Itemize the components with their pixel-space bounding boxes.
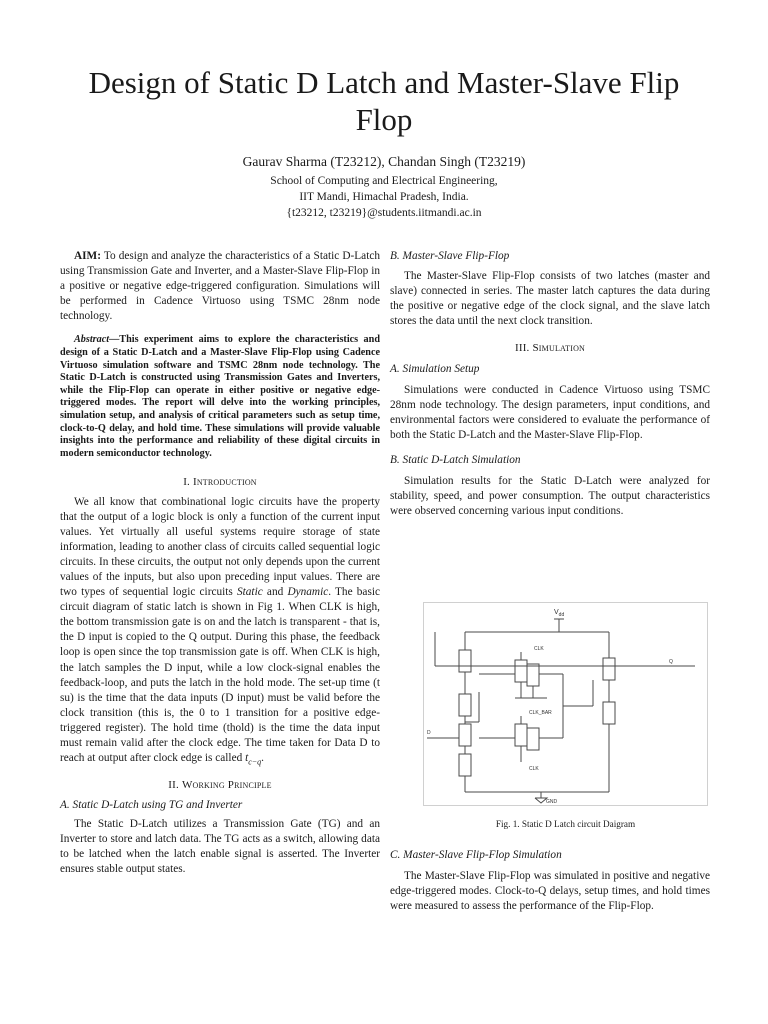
section-heading-simulation xyxy=(390,341,710,356)
tcq-symbol xyxy=(245,752,262,767)
intro-end: . xyxy=(261,752,264,765)
section-heading-working-principle xyxy=(60,778,380,793)
dlatch-simulation-paragraph: Simulation results for the Static D-Latch were analyzed for stability, speed, and power consumption. The output characteristics were observed concerning various input conditions. xyxy=(390,475,710,518)
title-line-1: Design of Static D Latch and Master-Slave Flip xyxy=(88,65,680,100)
simulation-setup-heading: A. Simulation Setup xyxy=(390,362,480,375)
intro-text-b: . The basic circuit diagram of static latch is shown in Fig 1. When CLK is high, the bottom transmission gate is on and the latch is transparent - that is, the D input is copied to the Q output. During this phase, the feedback loop is open since the top transmission gate is off. When CLK is high, the latch samples the D input, while a low clock-signal enables the feedback-loop, and puts the latch in the hold mode. The set-up time (t su) is the time that the data inputs (D input) must be valid before the clock transition (this is, the 0 to 1 transition for a positive edge-triggered register). The hold time (thold) is the time the data input must remain valid after the clock edge. The time taken for Data D to reach at output after clock edge is called xyxy=(60,586,380,765)
intro-static: Static xyxy=(237,586,263,599)
vdd-label-base: V xyxy=(554,609,559,616)
subsection-b-paragraph: The Master-Slave Flip-Flop consists of two latches (master and slave) connected in series. The master latch captures the data during the positive or negative edge of the clock signal, and the slave latch stores the data until the next clock transition. xyxy=(390,270,710,328)
clk-bottom-label: CLK xyxy=(529,766,539,772)
intro-and: and xyxy=(262,586,288,599)
paper-title xyxy=(60,64,708,138)
tcq-base: t xyxy=(245,752,249,765)
subsection-a-paragraph: The Static D-Latch utilizes a Transmission Gate (TG) and an Inverter to store and latch data. The TG acts as a switch, allowing data to be latched when the latch enable signal is asserted. The Inverter ensures stable output states. xyxy=(60,817,380,875)
introduction-paragraph xyxy=(60,495,380,770)
affiliation-institute: IIT Mandi, Himachal Pradesh, India. xyxy=(299,191,469,203)
subsection-heading-a: A. Static D-Latch using TG and Inverter xyxy=(60,798,243,811)
abstract-text: —This experiment aims to explore the characteristics and design of a Static D-Latch and a Master-Slave Flip-Flop using Cadence Virtuoso simulation software and TSMC 28nm node technology. The Static D-Latch is constructed using Transmission Gates and Inverters, while the Flip-Flop can operate in either positive or negative edge-triggered modes. The report will delve into the working principles, simulation setup, and analysis of critical parameters such as setup time, clock-to-Q delay, and hold time. These simulations will provide valuable insights into the performance and reliability of these digital circuits in modern semiconductor technology. xyxy=(60,334,380,459)
section-number: I. xyxy=(183,476,193,489)
intro-text-a: We all know that combinational logic circuits have the property that the output of a logic block is only a function of the current input values. Yet virtually all useful systems require storage of state information, leading to another class of circuits called sequential logic circuits. In these circuits, the output not only depends upon the current values of the inputs, but also upon preceding input values. There are two types of sequential logic circuits xyxy=(60,495,380,599)
aim-paragraph xyxy=(60,249,380,324)
aim-label: AIM: xyxy=(74,250,101,262)
tcq-sub: c−q xyxy=(248,757,262,767)
figure-frame xyxy=(424,603,708,806)
abstract-paragraph xyxy=(60,334,380,460)
authors: Gaurav Sharma (T23212), Chandan Singh (T23219) xyxy=(242,154,526,169)
affiliation-school: School of Computing and Electrical Engineering, xyxy=(270,175,498,187)
section-title: Working Principle xyxy=(181,779,272,792)
affiliation-email: {t23212, t23219}@students.iitmandi.ac.in xyxy=(286,207,482,219)
flipflop-simulation-paragraph: The Master-Slave Flip-Flop was simulated in positive and negative edge-triggered modes. Clock-to-Q delays, setup times, and hold times were measured to assess the performance of the Flip-Flop. xyxy=(390,870,710,913)
section-number: II. xyxy=(168,779,182,792)
dlatch-schematic-figure xyxy=(423,602,708,806)
figure-caption: Fig. 1. Static D Latch circuit Daigram xyxy=(495,819,636,829)
right-column xyxy=(390,249,710,519)
intro-dynamic: Dynamic xyxy=(287,586,329,599)
q-output-label: Q xyxy=(669,659,673,665)
aim-text: To design and analyze the characteristics of a Static D-Latch using Transmission Gate and Inverter, and a Master-Slave Flip-Flop in a positive or negative edge-triggered configuration. Simulations will be performed in Cadence Virtuoso using TSMC 28nm node technology. xyxy=(60,250,380,323)
flipflop-simulation-heading: C. Master-Slave Flip-Flop Simulation xyxy=(390,849,562,861)
section-title: Simulation xyxy=(532,342,586,355)
abstract-label: Abstract xyxy=(74,334,110,346)
title-line-2: Flop xyxy=(355,102,413,137)
clk-top-label: CLK xyxy=(534,646,544,652)
section-heading-introduction xyxy=(60,475,380,490)
section-title: Introduction xyxy=(192,476,257,489)
simulation-setup-paragraph: Simulations were conducted in Cadence Virtuoso using TSMC 28nm node technology. The design parameters, input conditions, and environmental factors were considered to evaluate the performance of both the Static D-Latch and the Master-Slave Flip-Flop. xyxy=(390,383,710,441)
subsection-heading-b: B. Master-Slave Flip-Flop xyxy=(390,250,510,262)
gnd-label: GND xyxy=(546,799,558,805)
left-column xyxy=(60,249,380,877)
vdd-label-sub: dd xyxy=(558,612,565,618)
clk-bar-label: CLK_BAR xyxy=(529,710,552,716)
right-column-bottom xyxy=(390,848,710,914)
d-input-label: D xyxy=(427,730,431,736)
dlatch-simulation-heading: B. Static D-Latch Simulation xyxy=(390,454,521,467)
section-number: III. xyxy=(514,342,533,355)
